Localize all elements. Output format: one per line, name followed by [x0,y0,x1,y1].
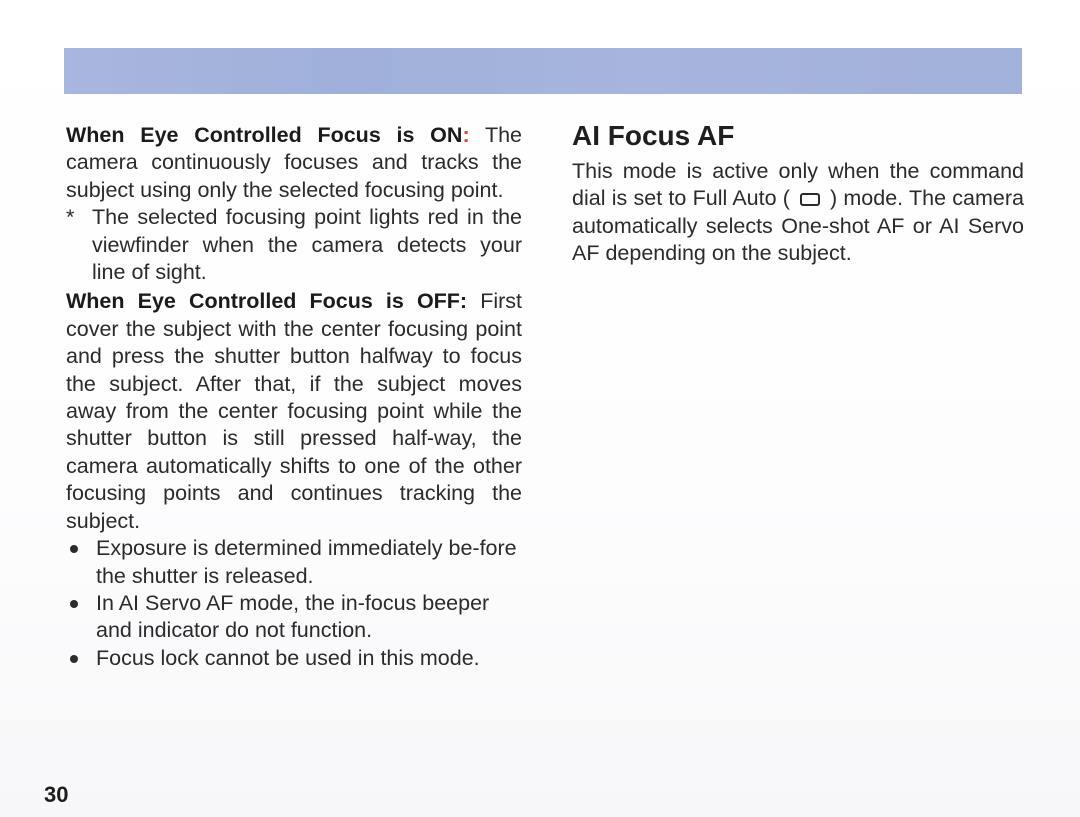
eye-off-text: First cover the subject with the center focusing point and press the shutter button halfway to focus the subject. After that, if the subject moves away from the center focusing point while the shutter button is still pressed half-way, the camera automatically shifts to one of the other focusing points and continues tracking the subject. [66,289,522,533]
description-text-start: This mode is active only when the command dial is set to Full Auto ( [572,159,1024,211]
right-column [572,118,1024,268]
ai-focus-description [572,158,1024,268]
full-auto-mode-icon [800,193,820,206]
notes-list [66,535,522,672]
eye-on-text: The camera continuously focuses and tracks the subject using only the selected focusing point. [66,123,523,202]
eye-on-heading: When Eye Controlled Focus is ON [66,123,463,147]
page-number: 30 [44,782,69,807]
list-item [66,535,522,590]
list-item-text: Exposure is determined immediately be-fore the shutter is released. [96,536,517,588]
list-item [66,590,522,645]
asterisk-mark: * [66,205,75,230]
header-color-band [64,48,1022,94]
footnote-text: The selected focusing point lights red in the viewfinder when the camera detects your line of sight. [92,205,522,285]
bullet-icon [66,590,96,645]
list-item-text: In AI Servo AF mode, the in-focus beeper and indicator do not function. [96,590,490,643]
description-text-end: ) mode. The camera automatically selects One-shot AF or AI Servo AF depending on the subject. [572,186,1024,266]
bullet-icon [66,645,96,672]
list-item-text: Focus lock cannot be used in this mode. [96,645,480,670]
left-column [66,122,522,672]
footnote [66,204,522,286]
eye-off-paragraph [66,288,522,535]
eye-off-heading: When Eye Controlled Focus is OFF: [66,289,468,314]
eye-on-paragraph [66,122,522,204]
section-title: AI Focus AF [572,120,735,151]
list-item [66,645,522,672]
eye-on-colon: : [462,123,470,147]
bullet-icon [66,535,96,590]
